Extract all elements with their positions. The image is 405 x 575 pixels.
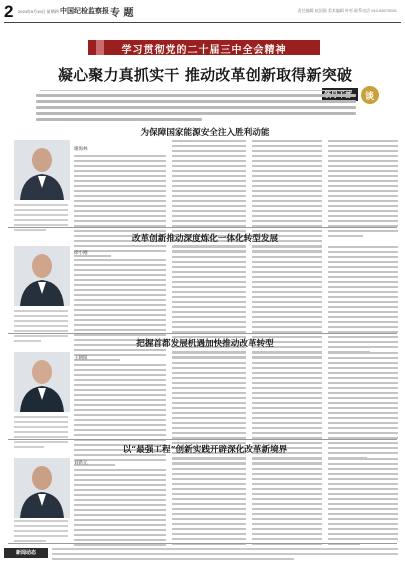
section-4-col-3 bbox=[252, 458, 322, 548]
editor-info: 责任编辑 赵国强 美术编辑 叶杉 联系电话 010-83075931 bbox=[297, 8, 397, 13]
footer-label: 新闻动态 bbox=[4, 548, 48, 558]
section-3-title: 把握首都发展机遇加快推动改革转型 bbox=[136, 339, 274, 349]
section-3-photo bbox=[14, 352, 70, 412]
section-2-photo bbox=[14, 246, 70, 306]
section-4-title: 以“最强工程”创新实践开辟深化改革新境界 bbox=[122, 445, 288, 455]
section-1-title: 为保障国家能源安全注入胜利动能 bbox=[140, 128, 270, 138]
page-header bbox=[0, 0, 405, 22]
footer-rule bbox=[8, 543, 397, 544]
footer-text bbox=[52, 548, 398, 560]
section-divider-3 bbox=[8, 439, 397, 440]
section-4-photo bbox=[14, 458, 70, 518]
page-number: 2 bbox=[4, 2, 14, 21]
section-4-author: 刘新元 bbox=[74, 461, 88, 466]
intro-paragraph bbox=[36, 94, 356, 124]
section-1-caption bbox=[14, 204, 68, 234]
header-rule bbox=[4, 22, 401, 23]
section-3-author: 王朝阳 bbox=[74, 356, 88, 361]
main-title: 凝心聚力真抓实干 推动改革创新取得新突破 bbox=[57, 66, 353, 84]
header-date: 2024年9月19日 星期四 bbox=[18, 9, 59, 14]
logo-text-2: 谈 bbox=[365, 92, 375, 102]
section-4-col-4 bbox=[328, 458, 398, 548]
intro-rule bbox=[40, 90, 352, 91]
section-2-caption bbox=[14, 310, 68, 345]
section-divider-1 bbox=[8, 227, 397, 228]
section-4-caption bbox=[14, 520, 68, 545]
section-4-col-1 bbox=[74, 469, 166, 549]
banner-text: 学习贯彻党的二十届三中全会精神 bbox=[121, 45, 287, 56]
section-2-author: 徐小刚 bbox=[74, 251, 88, 256]
section-3-col-4 bbox=[328, 352, 398, 462]
newspaper-name: 中国纪检监察报 bbox=[60, 6, 109, 15]
section-4-col-2 bbox=[172, 458, 246, 548]
section-divider-2 bbox=[8, 333, 397, 334]
section-2-col-4 bbox=[328, 246, 398, 356]
section-title: 专 题 bbox=[110, 8, 134, 19]
section-1-photo bbox=[14, 140, 70, 200]
section-1-author: 谢海林 bbox=[74, 147, 88, 152]
section-2-title: 改革创新推动深度炼化一体化转型发展 bbox=[131, 234, 279, 244]
section-1-col-4 bbox=[328, 140, 398, 240]
section-1-col-1 bbox=[74, 155, 166, 260]
section-3-caption bbox=[14, 416, 68, 451]
